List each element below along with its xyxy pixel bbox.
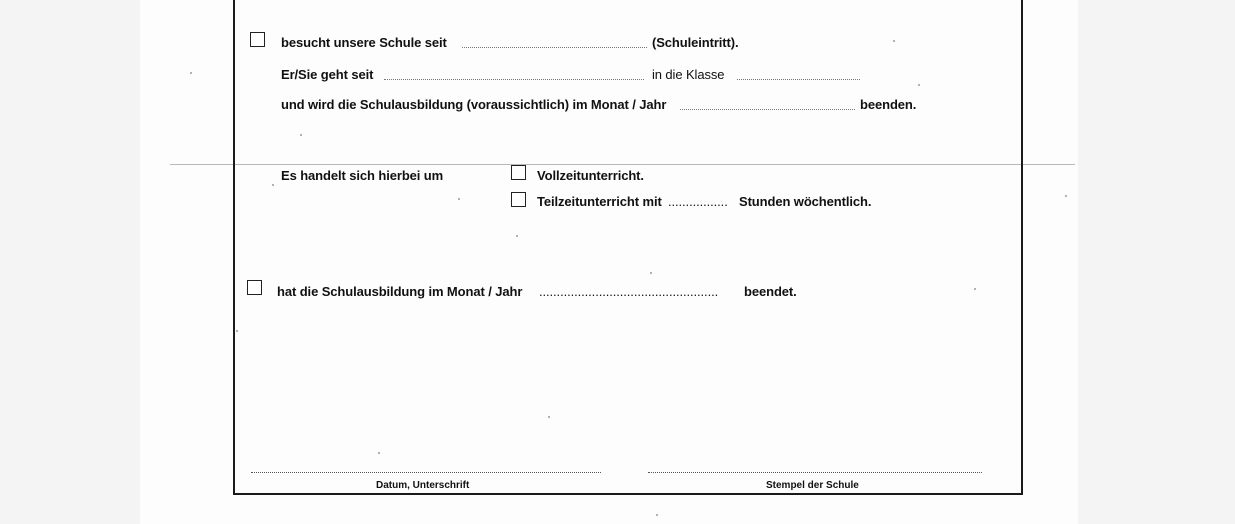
part-time-suffix: Stunden wöchentlich. — [739, 194, 872, 209]
part-time-checkbox[interactable] — [511, 192, 526, 207]
scan-speck — [300, 134, 302, 136]
class-label: in die Klasse — [652, 67, 725, 82]
stamp-line[interactable] — [648, 472, 982, 473]
ended-suffix: beendet. — [744, 284, 797, 299]
ended-checkbox[interactable] — [247, 280, 262, 295]
scan-speck — [378, 452, 380, 454]
scan-speck — [190, 72, 192, 74]
part-time-hours-field[interactable]: ................. — [668, 194, 728, 209]
class-since-field[interactable] — [384, 79, 644, 80]
class-field[interactable] — [737, 79, 860, 80]
attends-school-checkbox[interactable] — [250, 32, 265, 47]
ended-date-field[interactable]: ................................................... — [539, 284, 719, 299]
class-since-label: Er/Sie geht seit — [281, 67, 374, 82]
scan-speck — [656, 514, 658, 516]
expected-end-suffix: beenden. — [860, 97, 917, 112]
stamp-caption: Stempel der Schule — [766, 480, 859, 491]
signature-line[interactable] — [251, 472, 601, 473]
signature-caption: Datum, Unterschrift — [376, 480, 470, 491]
scan-speck — [236, 330, 238, 332]
scan-speck — [918, 84, 920, 86]
ended-label: hat die Schulausbildung im Monat / Jahr — [277, 284, 523, 299]
instruction-type-label: Es handelt sich hierbei um — [281, 168, 444, 183]
scan-speck — [272, 184, 274, 186]
scan-speck — [548, 416, 550, 418]
full-time-checkbox[interactable] — [511, 165, 526, 180]
part-time-label: Teilzeitunterricht mit — [537, 194, 662, 209]
scan-speck — [458, 198, 460, 200]
expected-end-label: und wird die Schulausbildung (voraussichtlich) im Monat / Jahr — [281, 97, 667, 112]
scan-speck — [1065, 195, 1067, 197]
expected-end-field[interactable] — [680, 109, 855, 110]
school-entry-suffix: (Schuleintritt). — [652, 35, 739, 50]
scan-speck — [974, 288, 976, 290]
full-time-label: Vollzeitunterricht. — [537, 168, 644, 183]
school-entry-field[interactable] — [462, 47, 647, 48]
attends-since-label: besucht unsere Schule seit — [281, 35, 447, 50]
scan-speck — [893, 40, 895, 42]
scan-speck — [516, 235, 518, 237]
scan-speck — [650, 272, 652, 274]
